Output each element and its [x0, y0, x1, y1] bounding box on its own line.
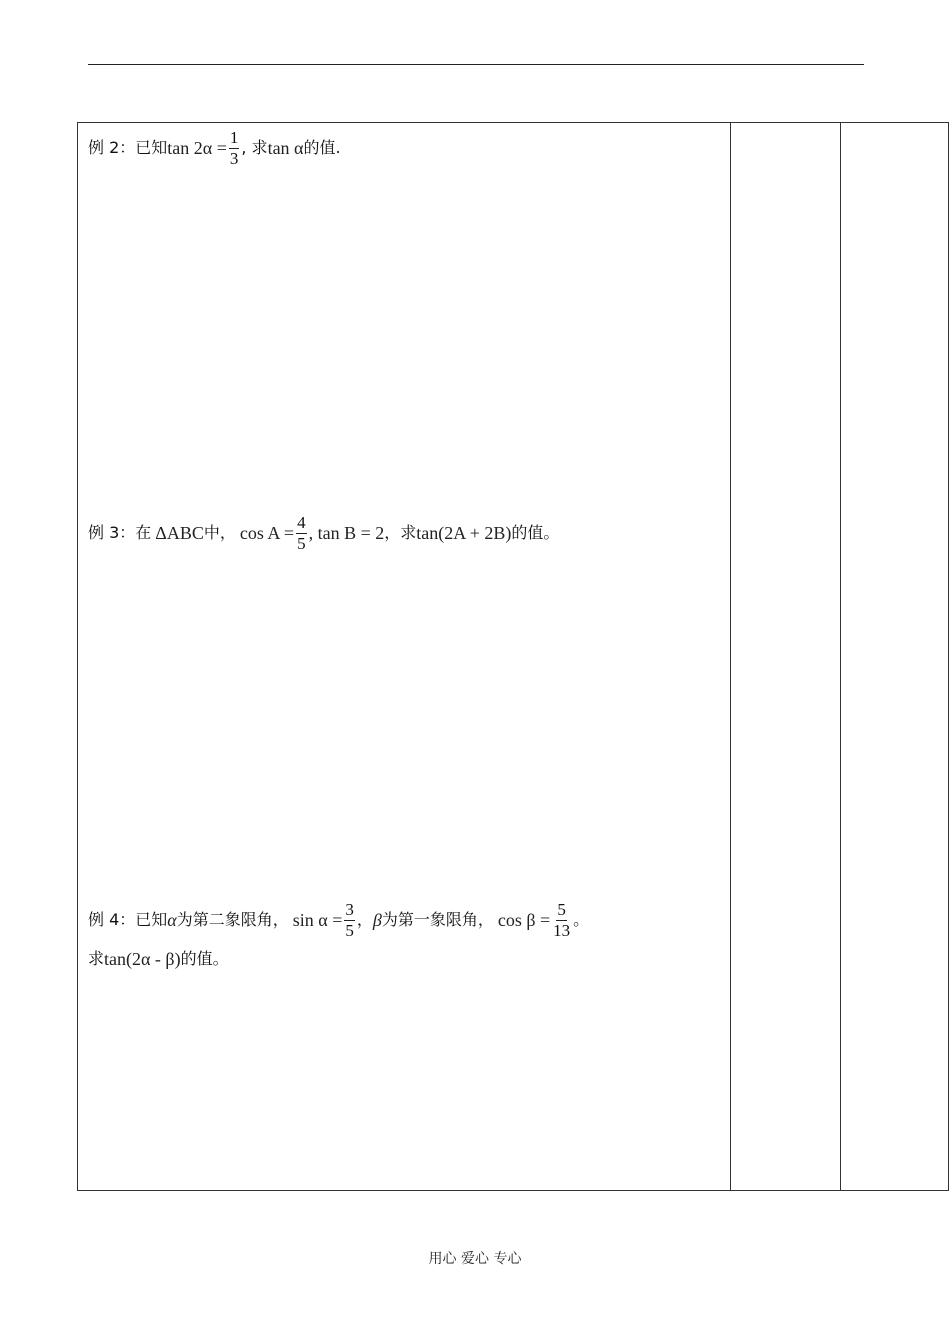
- example-4-fraction-1: [344, 901, 355, 940]
- fraction-denominator: 3: [229, 148, 239, 168]
- example-3-cos-expr: cos A =: [239, 523, 295, 544]
- example-4-q1: 为第一象限角，: [381, 910, 494, 930]
- side-column-1: [731, 123, 841, 1190]
- worksheet-table: [77, 122, 949, 1191]
- example-3-target: tan(2A + 2B): [416, 523, 512, 544]
- example-2-expr-right: tan α: [267, 138, 304, 159]
- example-2-fraction: [229, 129, 240, 168]
- example-4-beta: β: [372, 910, 382, 931]
- example-3-prefix: 在: [135, 523, 152, 543]
- page-footer: 用心 爱心 专心: [428, 1251, 522, 1267]
- example-3-fraction: [296, 514, 307, 553]
- example-4-line2-prefix: 求: [88, 948, 105, 968]
- example-4-cos-expr: cos β =: [497, 910, 551, 931]
- example-2-mid: , 求: [241, 138, 268, 158]
- example-3-mid2: ，求: [384, 523, 417, 543]
- example-4-fraction-2: [552, 901, 571, 940]
- example-4-target: tan(2α - β): [104, 948, 181, 969]
- example-2-suffix: 的值.: [303, 138, 341, 158]
- fraction-denominator: 5: [297, 533, 306, 553]
- example-4-alpha: α: [167, 910, 177, 931]
- example-2: [88, 129, 341, 168]
- header-rule: [88, 64, 864, 65]
- example-4-q2: 为第二象限角，: [176, 910, 289, 930]
- main-column: [78, 123, 731, 1190]
- example-3: [88, 514, 559, 553]
- example-3-triangle: ΔABC: [155, 523, 204, 544]
- fraction-numerator: 3: [345, 900, 354, 919]
- example-4-sin-expr: sin α =: [292, 910, 343, 931]
- example-2-expr-left: tan 2α =: [167, 138, 227, 159]
- example-2-label: 例 2：: [88, 138, 136, 158]
- example-4-prefix: 已知: [135, 910, 168, 930]
- example-2-prefix: 已知: [135, 138, 168, 158]
- fraction-denominator: 13: [553, 920, 571, 940]
- side-column-2: [841, 123, 950, 1190]
- example-3-mid1: 中，: [203, 523, 236, 543]
- example-4-suffix: 的值。: [180, 948, 229, 968]
- example-3-tan-expr: , tan B = 2: [308, 523, 385, 544]
- example-3-suffix: 的值。: [511, 523, 560, 543]
- fraction-numerator: 4: [297, 513, 306, 532]
- example-4-label: 例 4：: [88, 910, 136, 930]
- fraction-numerator: 1: [229, 128, 239, 147]
- example-4: [88, 901, 589, 968]
- example-4-comma: ，: [356, 910, 373, 930]
- example-3-label: 例 3：: [88, 523, 136, 543]
- example-4-end: 。: [573, 910, 590, 930]
- fraction-denominator: 5: [345, 920, 354, 940]
- fraction-numerator: 5: [557, 900, 566, 919]
